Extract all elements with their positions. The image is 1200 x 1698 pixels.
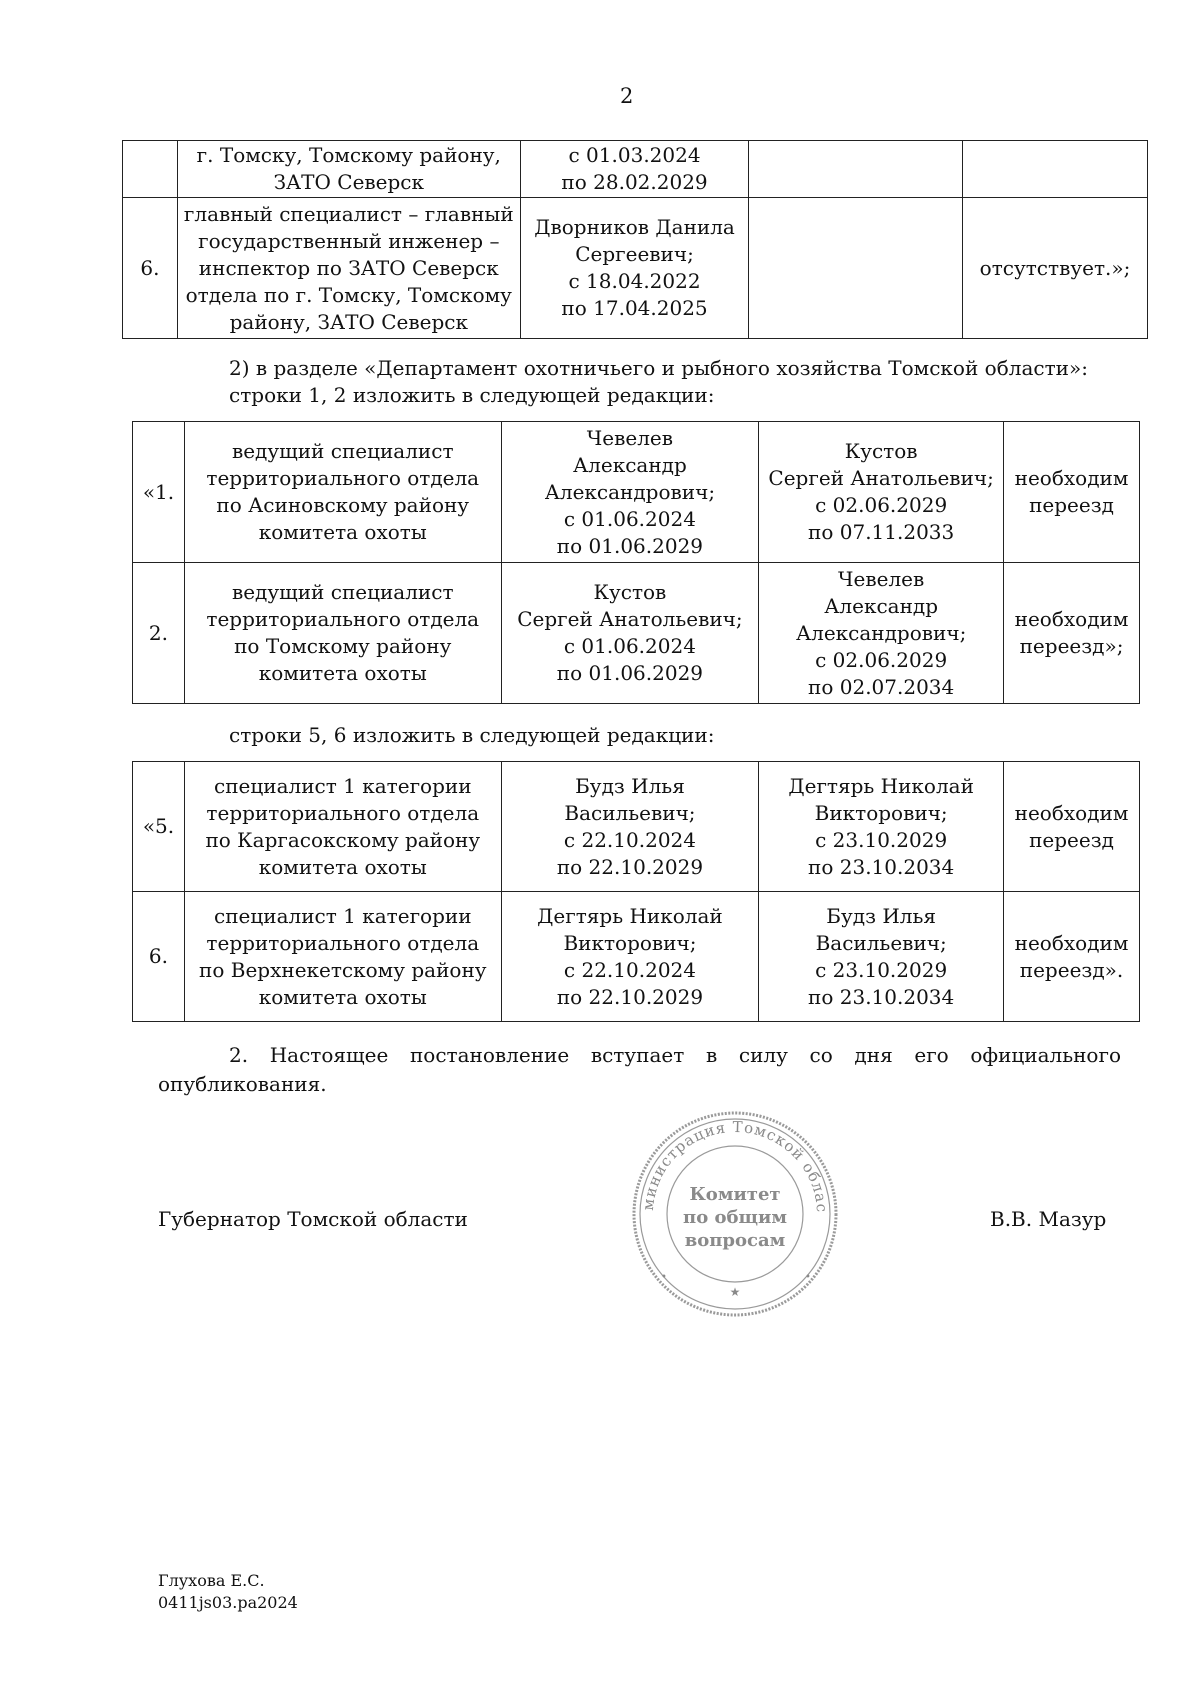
footer-file-code: 0411js03.pa2024 [158, 1593, 298, 1612]
svg-text:•: • [805, 1272, 811, 1283]
next-holder-cell: Кустов Сергей Анатольевич; с 02.06.2029 по 07.11.2033 [759, 422, 1004, 563]
stamp-line-1: Комитет [689, 1184, 781, 1205]
note-cell: необходим переезд [1004, 762, 1140, 892]
next-holder-cell [749, 141, 963, 198]
position-cell: главный специалист – главный государственный инженер – инспектор по ЗАТО Северск отдела по г. Томску, Томскому району, ЗАТО Северск [177, 198, 520, 339]
current-holder-cell: Дегтярь Николай Викторович; с 22.10.2024 по 22.10.2029 [501, 892, 759, 1022]
note-cell: необходим переезд [1004, 422, 1140, 563]
next-holder-cell [749, 198, 963, 339]
table-row [123, 198, 1148, 339]
stamp-line-2: по общим [683, 1207, 787, 1228]
signatory-name: В.В. Мазур [990, 1207, 1107, 1231]
clause-effective-date: 2. Настоящее постановление вступает в силу со дня его официального [229, 1043, 1121, 1067]
table-rows-5-6 [132, 761, 1140, 1022]
current-holder-cell: Кустов Сергей Анатольевич; с 01.06.2024 по 01.06.2029 [501, 563, 759, 704]
page-number: 2 [620, 84, 634, 108]
table-row [133, 762, 1140, 892]
row-number: «1. [133, 422, 185, 563]
row-number: 6. [133, 892, 185, 1022]
official-stamp [631, 1110, 839, 1318]
next-holder-cell: Дегтярь Николай Викторович; с 23.10.2029 по 23.10.2034 [759, 762, 1004, 892]
clause-effective-date-cont: опубликования. [158, 1072, 327, 1096]
paragraph-amendment-2: 2) в разделе «Департамент охотничьего и рыбного хозяйства Томской области»: [229, 356, 1088, 380]
next-holder-cell: Будз Илья Васильевич; с 23.10.2029 по 23.10.2034 [759, 892, 1004, 1022]
paragraph-rows-5-6: строки 5, 6 изложить в следующей редакции: [229, 723, 715, 747]
table-continuation [122, 140, 1148, 339]
note-cell: необходим переезд»; [1004, 563, 1140, 704]
paragraph-rows-1-2: строки 1, 2 изложить в следующей редакции: [229, 383, 715, 407]
table-row [133, 892, 1140, 1022]
signatory-title: Губернатор Томской области [158, 1207, 468, 1231]
note-cell: отсутствует.»; [963, 198, 1148, 339]
row-number: «5. [133, 762, 185, 892]
row-number [123, 141, 178, 198]
current-holder-cell: Будз Илья Васильевич; с 22.10.2024 по 22.10.2029 [501, 762, 759, 892]
position-cell: специалист 1 категории территориального отдела по Верхнекетскому району комитета охоты [184, 892, 501, 1022]
current-holder-cell: с 01.03.2024 по 28.02.2029 [520, 141, 749, 198]
position-cell: ведущий специалист территориального отдела по Томскому району комитета охоты [184, 563, 501, 704]
next-holder-cell: Чевелев Александр Александрович; с 02.06.2029 по 02.07.2034 [759, 563, 1004, 704]
table-row [133, 422, 1140, 563]
position-cell: г. Томску, Томскому району, ЗАТО Северск [177, 141, 520, 198]
position-cell: специалист 1 категории территориального отдела по Каргасокскому району комитета охоты [184, 762, 501, 892]
table-rows-1-2 [132, 421, 1140, 704]
svg-text:★: ★ [729, 1285, 741, 1299]
current-holder-cell: Чевелев Александр Александрович; с 01.06.2024 по 01.06.2029 [501, 422, 759, 563]
table-row [123, 141, 1148, 198]
stamp-ring-text: министрация Томской облас [638, 1117, 832, 1214]
current-holder-cell: Дворников Данила Сергеевич; с 18.04.2022 по 17.04.2025 [520, 198, 749, 339]
note-cell: необходим переезд». [1004, 892, 1140, 1022]
row-number: 6. [123, 198, 178, 339]
svg-text:•: • [661, 1272, 667, 1283]
position-cell: ведущий специалист территориального отдела по Асиновскому району комитета охоты [184, 422, 501, 563]
table-row [133, 563, 1140, 704]
row-number: 2. [133, 563, 185, 704]
note-cell [963, 141, 1148, 198]
footer-author: Глухова Е.С. [158, 1571, 265, 1590]
stamp-line-3: вопросам [684, 1230, 786, 1251]
